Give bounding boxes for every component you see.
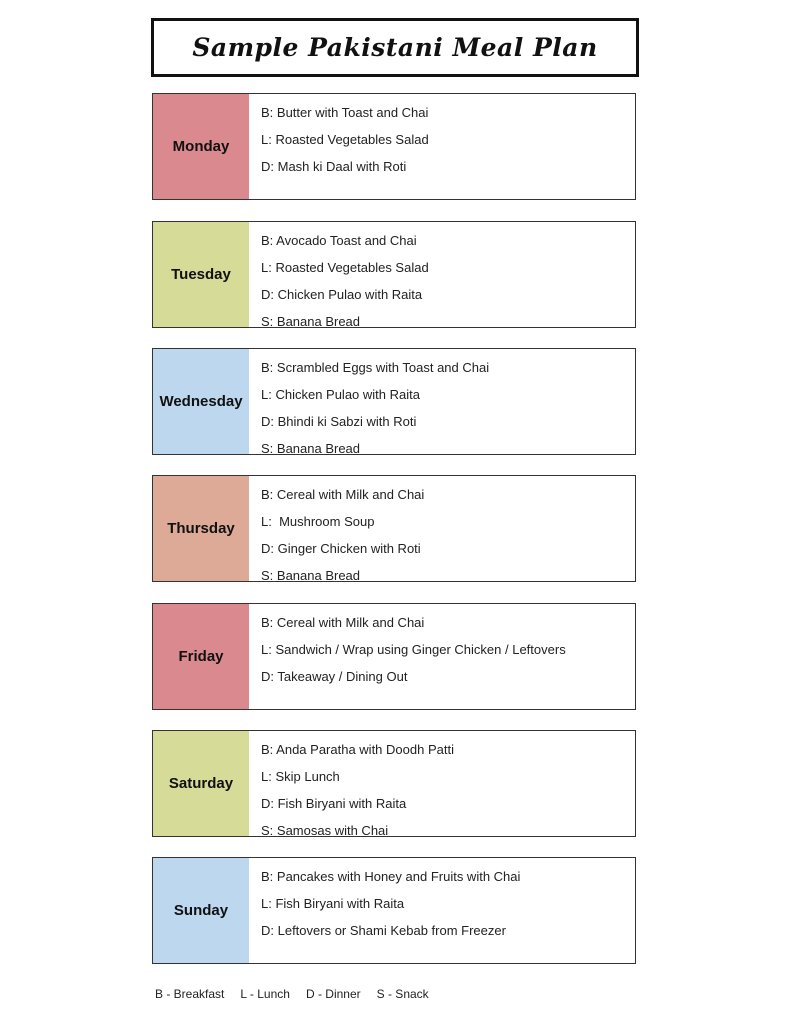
meal-item: B: Cereal with Milk and Chai [261, 615, 425, 630]
meal-item: L: Chicken Pulao with Raita [261, 387, 420, 402]
meal-item: L: Mushroom Soup [261, 514, 375, 529]
legend [155, 987, 429, 1001]
meal-item: S: Banana Bread [261, 314, 361, 329]
legend-breakfast: B - Breakfast [155, 987, 225, 1001]
meal-item: L: Roasted Vegetables Salad [261, 132, 429, 147]
meal-list-monday [249, 94, 635, 199]
meal-item: B: Anda Paratha with Doodh Patti [261, 742, 454, 757]
day-label-monday: Monday [153, 94, 249, 199]
day-label-saturday: Saturday [153, 731, 249, 836]
page-title: Sample Pakistani Meal Plan [192, 33, 598, 62]
meal-list-saturday [249, 731, 635, 836]
day-card-monday [152, 93, 636, 200]
meal-item: D: Takeaway / Dining Out [261, 669, 408, 684]
meal-item: B: Cereal with Milk and Chai [261, 487, 425, 502]
meal-list-friday [249, 604, 635, 709]
day-card-sunday [152, 857, 636, 964]
meal-item: L: Sandwich / Wrap using Ginger Chicken / Leftovers [261, 642, 566, 657]
meal-list-wednesday [249, 349, 635, 454]
day-label-sunday: Sunday [153, 858, 249, 963]
meal-list-tuesday [249, 222, 635, 327]
day-card-saturday [152, 730, 636, 837]
meal-item: S: Banana Bread [261, 441, 361, 456]
day-label-wednesday: Wednesday [153, 349, 249, 454]
meal-item: L: Roasted Vegetables Salad [261, 260, 429, 275]
day-card-thursday [152, 475, 636, 582]
meal-item: B: Scrambled Eggs with Toast and Chai [261, 360, 490, 375]
meal-item: S: Samosas with Chai [261, 823, 389, 838]
meal-item: D: Leftovers or Shami Kebab from Freezer [261, 923, 506, 938]
meal-item: D: Bhindi ki Sabzi with Roti [261, 414, 417, 429]
title-box [151, 18, 639, 77]
meal-item: B: Avocado Toast and Chai [261, 233, 417, 248]
meal-list-thursday [249, 476, 635, 581]
meal-item: B: Pancakes with Honey and Fruits with Chai [261, 869, 521, 884]
meal-item: D: Ginger Chicken with Roti [261, 541, 421, 556]
legend-lunch: L - Lunch [240, 987, 290, 1001]
legend-dinner: D - Dinner [305, 987, 361, 1001]
day-label-friday: Friday [153, 604, 249, 709]
meal-item: D: Mash ki Daal with Roti [261, 159, 407, 174]
day-label-tuesday: Tuesday [153, 222, 249, 327]
meal-item: D: Fish Biryani with Raita [261, 796, 407, 811]
legend-snack: S - Snack [376, 987, 429, 1001]
meal-item: B: Butter with Toast and Chai [261, 105, 429, 120]
meal-list-sunday [249, 858, 635, 963]
meal-item: S: Banana Bread [261, 568, 361, 583]
day-card-wednesday [152, 348, 636, 455]
meal-item: L: Fish Biryani with Raita [261, 896, 405, 911]
meal-item: D: Chicken Pulao with Raita [261, 287, 423, 302]
day-card-tuesday [152, 221, 636, 328]
day-card-friday [152, 603, 636, 710]
meal-item: L: Skip Lunch [261, 769, 340, 784]
day-label-thursday: Thursday [153, 476, 249, 581]
